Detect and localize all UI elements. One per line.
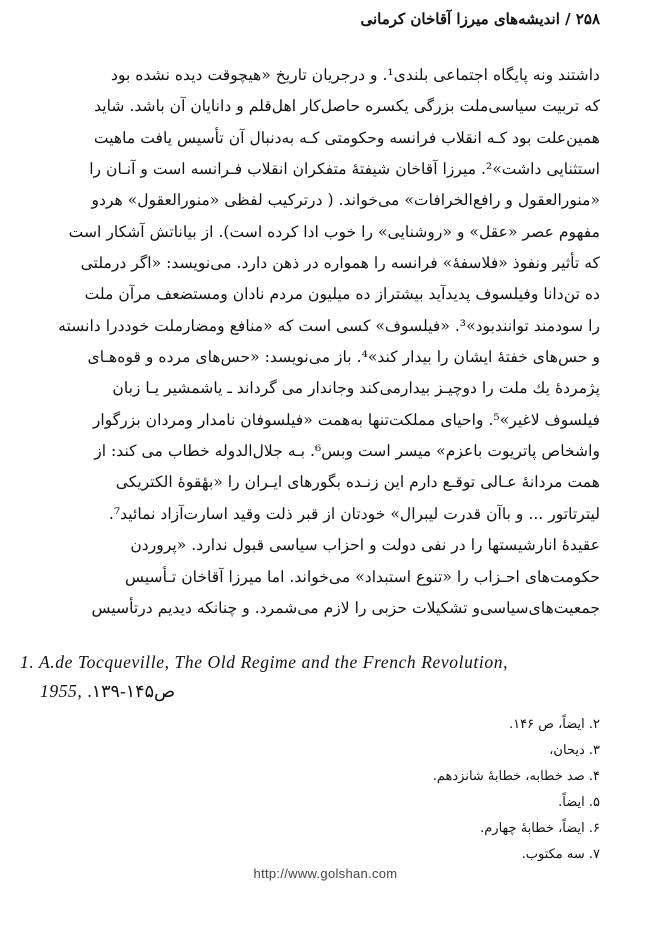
text-line: عقیدهٔ انارشیستها را در نفی دولت و احزاب سیاسی قبول ندارد. «پروردن	[130, 536, 600, 555]
footnote-item: ۵. ایضاً.	[558, 795, 600, 810]
text-line: واشخاص پاتریوت باعزم» میسر است وبس⁶. بـه جلال‌الدوله خطاب می کند: از	[94, 442, 600, 461]
text-line: که تأثیر ونفوذ «فلاسفهٔ» فرانسه را همواره در ذهن دارد. می‌نویسد: «اگر درملتی	[80, 254, 600, 273]
footnote-item: ۲. ایضاً، ص ۱۴۶.	[509, 717, 600, 732]
text-line: داشتند ونه پایگاه اجتماعی بلندی¹. و درجریان تاریخ «هیچوقت دیده نشده بود	[111, 66, 600, 84]
footnote-1-continuation	[20, 677, 620, 706]
footnote-1-pages: ص۱۴۵-۱۳۹.	[87, 681, 176, 701]
footnotes-list	[360, 712, 600, 868]
text-line: فیلسوف لاغیر»⁵. واحیای مملکت‌تنها به‌همت «فیلسوفان نامدار ومردان بزرگوار	[92, 410, 600, 429]
running-head: ۲۵۸ / اندیشه‌های میرزا آقاخان کرمانی	[360, 10, 600, 28]
text-line: و حس‌های خفتهٔ ایشان را بیدار کند»⁴. باز می‌نویسد: «حس‌های مرده و قوه‌هـای	[87, 348, 600, 367]
text-line: لیترتاتور ... و باآن قدرت لیبرال» خودتان از قبر ذلت وقید اسارت‌آزاد نمائید⁷.	[108, 504, 600, 523]
footnote-1-line: 1. A.de Tocqueville, The Old Regime and the French Revolution,	[20, 652, 509, 672]
footnote-1-year: 1955,	[40, 681, 83, 701]
text-line: همت مردانهٔ عـالی توقـع دارم این زنـده بگورهای ایـران را «بهٔقوهٔ الکتریکی	[115, 473, 600, 492]
text-line: که تربیت سیاسی‌ملت بزرگی یکسره حاصل‌کار اهل‌قلم و دانایان آن باشد. شاید	[94, 97, 600, 116]
main-text	[40, 60, 600, 624]
website-url: http://www.golshan.com	[253, 866, 398, 881]
footnote-item: ۳. دیحان،	[549, 743, 600, 758]
footnote-item: ۶. ایضاً، خطابهٔ چهارم.	[480, 821, 600, 836]
text-line: ده تن‌دانا وفیلسوف پدیدآید بیشتراز ده میلیون مردم نادان ومستضعف مرآن ملت	[84, 285, 600, 304]
text-line: «منورالعقول و رافع‌الخرافات» می‌خواند. ( در‌ترکیب لفظی «منورالعقول» هردو	[91, 191, 600, 210]
text-line: حکومت‌های احـزاب را «تنوع استبداد» می‌خواند. اما میرزا آقاخان تـأسیس	[124, 567, 600, 586]
text-line: مفهوم عصر «عقل» و «روشنایی» را خوب ادا کرده است). از بیاناتش آشکار است	[68, 222, 600, 241]
text-line: همین‌علت بود کـه انقلاب فرانسه وحکومتی کـه به‌دنبال آن تأسیس یافت ماهیت	[93, 128, 600, 147]
footnote-1	[20, 648, 620, 706]
footnote-item: ۷. سه مکتوب.	[521, 847, 600, 862]
text-line: پژمردهٔ یك ملت را دوچیـز بیدارمی‌کند وجاندار می گرداند ـ یاشمشیر یـا زبان	[112, 379, 600, 398]
text-line: استثنایی داشت»². میرزا آقاخان شیفتهٔ متفکران انقلاب فـرانسه است و آنـان را	[89, 160, 600, 179]
footnote-item: ۴. صد خطابه، خطابهٔ شانزدهم.	[432, 769, 600, 784]
text-line: را سودمند توانندبود»³. «فیلسوف» کسی است که «منافع ومضارملت خوددرا دانسته	[58, 316, 600, 335]
text-line: جمعیت‌های‌سیاسی‌و تشکیلات حزبی را لازم می‌شمرد. و چنانکه دیدیم درتأسیس	[91, 598, 600, 617]
